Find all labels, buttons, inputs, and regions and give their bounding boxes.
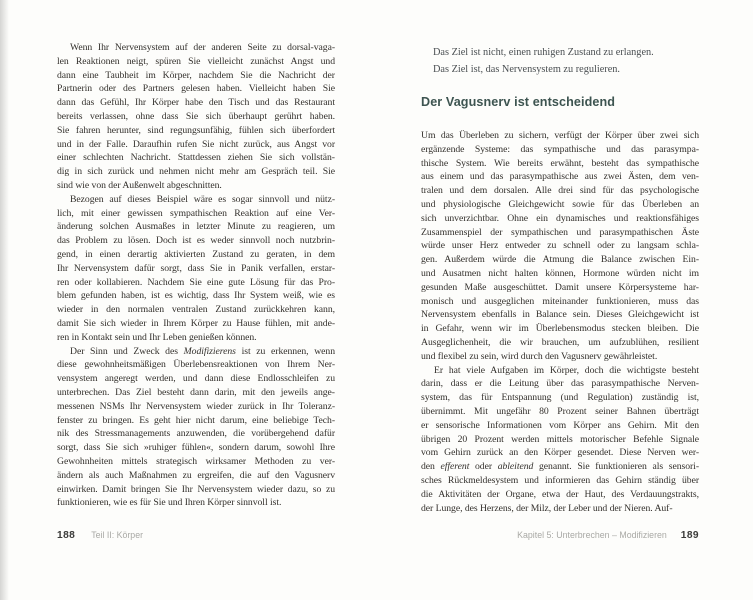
text-line: aus einem und das parasympathische aus zwei Ästen, dem ven-	[421, 171, 699, 183]
text-line: die Aktivitäten der Organe, etwa der Haut, des Verdauungstrakts,	[421, 488, 699, 500]
text-line: den efferent oder ableitend genannt. Sie funktionieren als sensori-	[421, 461, 699, 473]
right-page-footer	[421, 530, 699, 541]
left-page-number: 188	[57, 530, 76, 541]
text-line: Ihr Nervensystem dafür sorgt, dass Sie in Panik verfallen, erstar-	[57, 262, 335, 274]
text-line: monisch und ausgeglichen miteinander funktionieren, muss das	[421, 295, 699, 307]
paragraph	[421, 364, 699, 516]
paragraph	[57, 345, 335, 511]
text-line: ändern als auch Maßnahmen zu ergreifen, die auf den Vagusnerv	[57, 469, 335, 481]
text-line: thische System. Wie bereits erwähnt, besteht das sympathische	[421, 157, 699, 169]
text-line: Um das Überleben zu sichern, verfügt der Körper über zwei sich	[421, 130, 699, 141]
right-page-number: 189	[680, 530, 699, 541]
paragraph	[57, 193, 335, 345]
text-line: bereits verlassen, ohne dass Sie sich überhaupt gerührt haben.	[57, 110, 335, 122]
text-line: diese gewohnheitsmäßigen Überlebensreaktionen von Ihrem Ner-	[57, 359, 335, 371]
left-page-body	[57, 41, 335, 510]
right-page-body	[421, 129, 699, 515]
left-page-footer	[57, 530, 335, 541]
text-line: Ausgeglichenheit, die wir brauchen, um aufzublühen, resilient	[421, 336, 699, 348]
text-line: funktionieren, wie es für Sie und Ihren Körper sinnvoll ist.	[57, 497, 282, 509]
text-line: damit Sie sich wieder in Ihrem Körper zu Hause fühlen, mit ande-	[57, 317, 335, 329]
paragraph	[421, 129, 699, 364]
chapter-label: Kapitel 5: Unterbrechen – Modifizieren	[517, 530, 667, 540]
text-line: ren oder kollabieren. Nachdem Sie eine gute Lösung für das Pro-	[57, 276, 335, 288]
text-line: Bezogen auf dieses Beispiel wäre es sogar sinnvoll und nütz-	[70, 193, 335, 205]
text-line: einer schlechten Nachricht. Stattdessen ziehen Sie sich vollstän-	[57, 152, 335, 164]
text-line: er sensorische Informationen vom Körper ans Gehirn. Mit den	[421, 419, 699, 431]
text-line: dann eine Taubheit im Körper, nachdem Sie die Nachricht der	[57, 69, 335, 81]
text-line: Partnerin oder des Partners gelesen haben. Vielleicht haben Sie	[57, 83, 335, 95]
text-line: ergänzende Systeme: das sympathische und das parasympa-	[421, 143, 699, 155]
text-line: Gewohnheiten mittels strategisch wirksamer Methoden zu ver-	[57, 455, 335, 467]
text-line: und physiologische Gleichgewicht sowie für das Überleben an	[421, 198, 699, 210]
text-line: sorgt, dass Sie sich »ruhiger fühlen«, sondern darum, sowohl Ihre	[57, 442, 335, 454]
text-line: lich, mit einer gewissen sympathischen Reaktion auf eine Ver-	[57, 207, 335, 219]
text-line: übrigen 20 Prozent werden mittels motorischer Befehle Signale	[421, 433, 699, 445]
text-line: sind wie von der Außenwelt abgeschnitten.	[57, 179, 222, 191]
text-line: blem gefunden haben, ist es wichtig, dass Ihr System weiß, wie es	[57, 290, 335, 302]
text-line: system, das für Entspannung (und Regulation) zuständig ist,	[421, 392, 699, 404]
text-line: Der Sinn und Zweck des Modifizierens ist zu erkennen, wenn	[70, 345, 335, 357]
text-line: ren in Kontakt sein und Ihr Leben genießen können.	[57, 331, 257, 343]
section-label: Teil II: Körper	[91, 530, 144, 540]
text-line: nik des Stressmanagements anzuwenden, die vorübergehend dafür	[57, 428, 335, 440]
text-line: einwirken. Damit bringen Sie Ihr Nervensystem wieder dazu, so zu	[57, 483, 335, 495]
text-line: darin, dass er die Leitung über das parasympathische Nerven-	[421, 378, 699, 390]
text-line: sches Rückmeldesystem und informieren das Gehirn ständig über	[421, 474, 699, 486]
text-line: vensystem angeregt werden, und dann diese Endlosschleifen zu	[57, 373, 335, 385]
text-line: Zusammenspiel der sympathischen und parasympathischen Äste	[421, 226, 699, 238]
page-edge-shadow	[0, 0, 9, 600]
epigraph-line: Das Ziel ist, das Nervensystem zu regulieren.	[433, 64, 621, 75]
text-line: tralen und dem dorsalen. Alle drei sind für das psychologische	[421, 185, 699, 197]
text-line: unterbrechen. Das Ziel besteht dann darin, mit den jeweils ange-	[57, 386, 335, 398]
text-line: gen. Außerdem würde die Atmung die Balance zwischen Ein-	[421, 254, 699, 266]
text-line: len Reaktionen neigt, spüren Sie vielleicht zunächst Angst und	[57, 55, 335, 67]
text-line: Wenn Ihr Nervensystem auf der anderen Seite zu dorsal-vaga-	[70, 42, 335, 53]
text-line: dann das Gefühl, Ihr Körper habe den Tisch und das Restaurant	[57, 97, 335, 109]
text-line: vom Gehirn zurück an den Körper gesendet. Diese Nerven wer-	[421, 447, 699, 459]
text-line: sich unverzichtbar. Ohne ein dynamisches und reaktionsfähiges	[421, 212, 699, 224]
text-line: fenster zu bringen. Es geht hier nicht darum, eine beliebige Tech-	[57, 414, 335, 426]
epigraph-line: Das Ziel ist nicht, einen ruhigen Zustand zu erlangen.	[433, 47, 654, 58]
text-line: Nervensystem ebenfalls in Balance sein. Dieses Gleichgewicht ist	[421, 309, 699, 321]
text-line: gend, in einen derartig aktivierten Zustand zu geraten, in dem	[57, 248, 335, 260]
text-line: das Problem zu lösen. Doch ist es weder sinnvoll noch nutzbrin-	[57, 235, 335, 247]
text-line: wieder in den normalen ventralen Zustand zurückkehren kann,	[57, 304, 335, 316]
chapter-heading: Der Vagusnerv ist entscheidend	[421, 95, 616, 109]
epigraph	[433, 44, 705, 78]
text-line: würde unser Herz entweder zu schnell oder zu langsam schla-	[421, 240, 699, 252]
text-line: und in der Falle. Daraufhin rufen Sie nicht zurück, aus Angst vor	[57, 138, 335, 150]
text-line: in Gefahr, wenn wir im Überlebensmodus stecken bleiben. Die	[421, 323, 699, 335]
text-line: dig in sich zurück und nehmen nicht mehr am Gespräch teil. Sie	[57, 166, 335, 178]
text-line: Sie fahren herunter, sind regungsunfähig, fühlen sich überfordert	[57, 124, 335, 136]
text-line: änderung solchen Ausmaßes in letzter Minute zu reagieren, um	[57, 221, 335, 233]
text-line: messenen NSMs Ihr Nervensystem wieder zurück in Ihr Toleranz-	[57, 400, 335, 412]
text-line: Er hat viele Aufgaben im Körper, doch die wichtigste besteht	[434, 364, 699, 376]
text-line: gesunden Maße ausgeschüttet. Damit unsere Körpersysteme har-	[421, 281, 699, 293]
text-line: übernimmt. Mit ungefähr 80 Prozent seiner Bahnen überträgt	[421, 405, 699, 417]
paragraph	[57, 41, 335, 193]
text-line: und flexibel zu sein, wird durch den Vagusnerv gewährleistet.	[421, 350, 658, 362]
text-line: der Lunge, des Herzens, der Milz, der Leber und der Nieren. Auf-	[421, 502, 673, 514]
text-line: und Ausatmen nicht halten können, Hormone würden nicht im	[421, 267, 699, 279]
